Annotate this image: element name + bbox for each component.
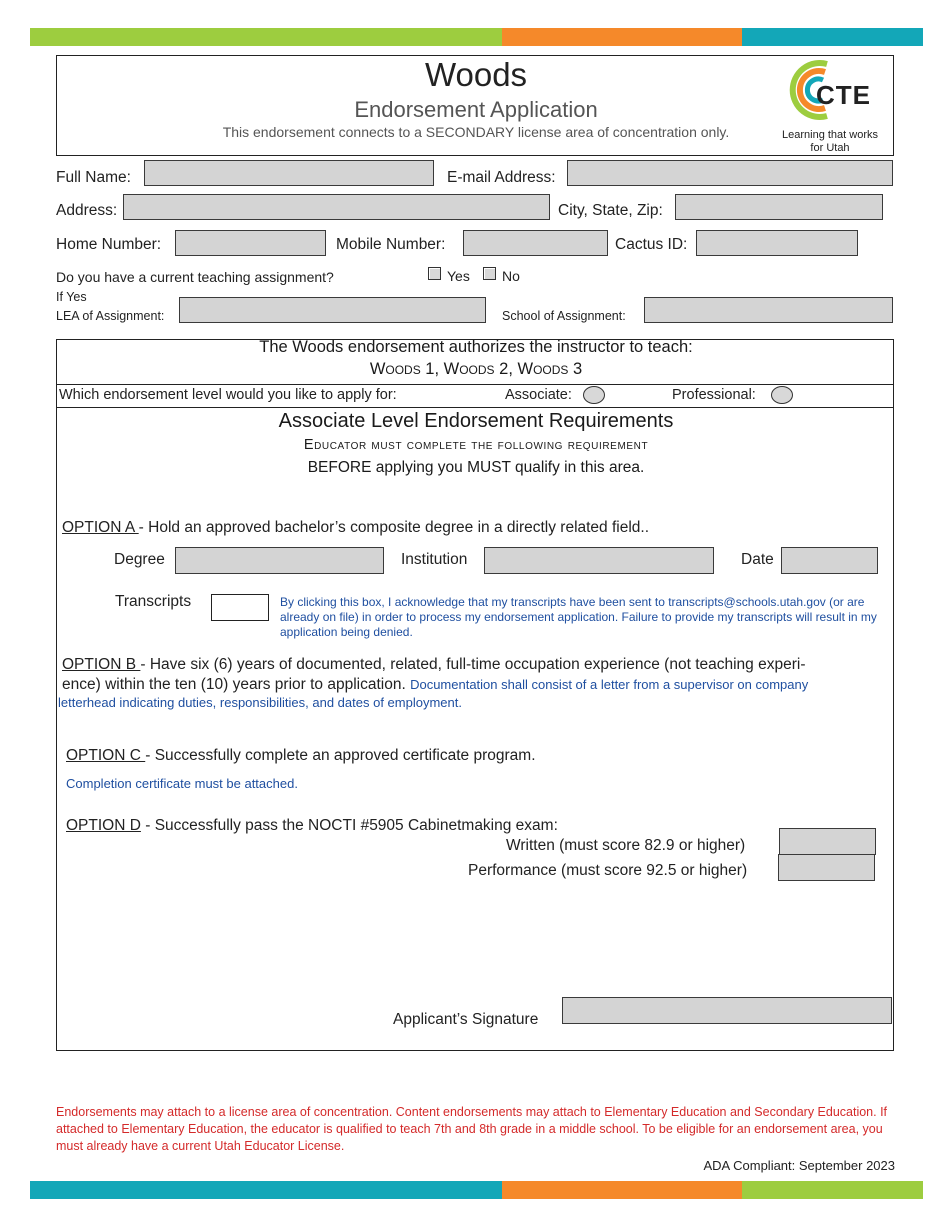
teaching-assignment-question: Do you have a current teaching assignment? [56, 269, 334, 285]
authorization-line-2: Woods 1, Woods 2, Woods 3 [369, 360, 583, 378]
option-c-note: Completion certificate must be attached. [66, 776, 298, 791]
bottom-bar-orange [502, 1181, 742, 1199]
degree-label: Degree [114, 551, 165, 568]
date-field[interactable] [781, 547, 878, 574]
option-a-text: - Hold an approved bachelor’s composite degree in a directly related field.. [138, 519, 650, 536]
option-c-label: OPTION C [66, 747, 146, 764]
institution-label: Institution [401, 551, 468, 568]
requirements-qualify: BEFORE applying you MUST qualify in this area. [307, 459, 645, 476]
home-number-field[interactable] [175, 230, 326, 256]
option-b-line-1 [62, 656, 805, 674]
yes-checkbox[interactable] [428, 267, 441, 280]
associate-label: Associate: [505, 387, 572, 403]
option-d-label: OPTION D [66, 817, 141, 834]
transcripts-label: Transcripts [115, 593, 192, 610]
written-label: Written (must score 82.9 or higher) [506, 837, 746, 854]
home-number-label: Home Number: [56, 236, 162, 253]
no-label: No [502, 268, 520, 284]
cactus-id-field[interactable] [696, 230, 858, 256]
top-bar-orange [502, 28, 742, 46]
top-bar-teal [742, 28, 923, 46]
lea-assignment-field[interactable] [179, 297, 486, 323]
option-b-text-2: ence) within the ten (10) years prior to application. [62, 676, 406, 693]
full-name-label: Full Name: [56, 169, 131, 186]
option-a [62, 519, 649, 537]
yes-label: Yes [447, 268, 470, 284]
option-c [66, 747, 536, 765]
cte-logo-text: CTE [816, 80, 871, 110]
performance-label: Performance (must score 92.5 or higher) [468, 862, 748, 879]
if-yes-label: If Yes [56, 290, 87, 304]
option-c-text: - Successfully complete an approved certificate program. [145, 747, 536, 764]
institution-field[interactable] [484, 547, 714, 574]
authorization-line-1: The Woods endorsement authorizes the instructor to teach: [259, 338, 693, 356]
city-state-zip-label: City, State, Zip: [558, 202, 663, 219]
footer-disclaimer: Endorsements may attach to a license area of concentration. Content endorsements may attach to Elementary Education and Secondary Education. If attached to Elementary Education, the educator is qualified to teach 7th and 8th grade in a middle school. To be eligible for an endorsement area, you must already have a current Utah Educator License. [56, 1105, 888, 1153]
professional-label: Professional: [672, 387, 756, 403]
transcripts-checkbox[interactable] [211, 594, 269, 621]
lea-assignment-label: LEA of Assignment: [56, 309, 165, 323]
associate-radio[interactable] [583, 386, 605, 404]
cte-logo-tagline-1: Learning that works [782, 129, 878, 141]
option-d-text: - Successfully pass the NOCTI #5905 Cabinetmaking exam: [140, 817, 558, 834]
header-note: This endorsement connects to a SECONDARY license area of concentration only. [222, 124, 730, 140]
requirements-heading: Associate Level Endorsement Requirements [278, 410, 674, 432]
date-label: Date [741, 551, 774, 568]
top-bar-green [30, 28, 502, 46]
bottom-bar-teal [30, 1181, 502, 1199]
mobile-number-field[interactable] [463, 230, 608, 256]
level-question: Which endorsement level would you like to apply for: [59, 387, 397, 403]
page-title: Woods [424, 56, 528, 93]
signature-label: Applicant’s Signature [393, 1011, 539, 1028]
option-b-label: OPTION B [62, 656, 141, 673]
degree-field[interactable] [175, 547, 384, 574]
signature-field[interactable] [562, 997, 892, 1024]
cte-logo-tagline-2: for Utah [810, 142, 850, 154]
option-b-text-1: - Have six (6) years of documented, related, full-time occupation experience (not teaching experi- [140, 656, 806, 673]
bottom-bar-green [742, 1181, 923, 1199]
option-a-label: OPTION A [62, 519, 139, 536]
option-b-note-1: Documentation shall consist of a letter from a supervisor on company [410, 677, 809, 692]
cactus-id-label: Cactus ID: [615, 236, 688, 253]
no-checkbox[interactable] [483, 267, 496, 280]
professional-radio[interactable] [771, 386, 793, 404]
address-label: Address: [56, 202, 118, 219]
mobile-number-label: Mobile Number: [336, 236, 446, 253]
email-field[interactable] [567, 160, 893, 186]
cte-logo [780, 58, 892, 154]
performance-score-field[interactable] [778, 854, 875, 881]
page-subtitle: Endorsement Application [354, 97, 598, 122]
full-name-field[interactable] [144, 160, 434, 186]
ada-compliance: ADA Compliant: September 2023 [703, 1158, 895, 1173]
transcripts-note: By clicking this box, I acknowledge that my transcripts have been sent to transcripts@schools.utah.gov (or are already on file) in order to process my endorsement application. Failure to provide my transcripts will result in my application being denied. [280, 595, 877, 639]
option-b-note-2: letterhead indicating duties, responsibilities, and dates of employment. [58, 695, 462, 710]
written-score-field[interactable] [779, 828, 876, 855]
option-d [66, 817, 558, 835]
school-assignment-label: School of Assignment: [502, 309, 626, 323]
school-assignment-field[interactable] [644, 297, 893, 323]
email-label: E-mail Address: [447, 169, 556, 186]
city-state-zip-field[interactable] [675, 194, 883, 220]
requirements-subheading: Educator must complete the following requirement [303, 437, 649, 453]
requirements-box [56, 407, 894, 1051]
address-field[interactable] [123, 194, 550, 220]
option-b-line-2 [62, 676, 808, 694]
